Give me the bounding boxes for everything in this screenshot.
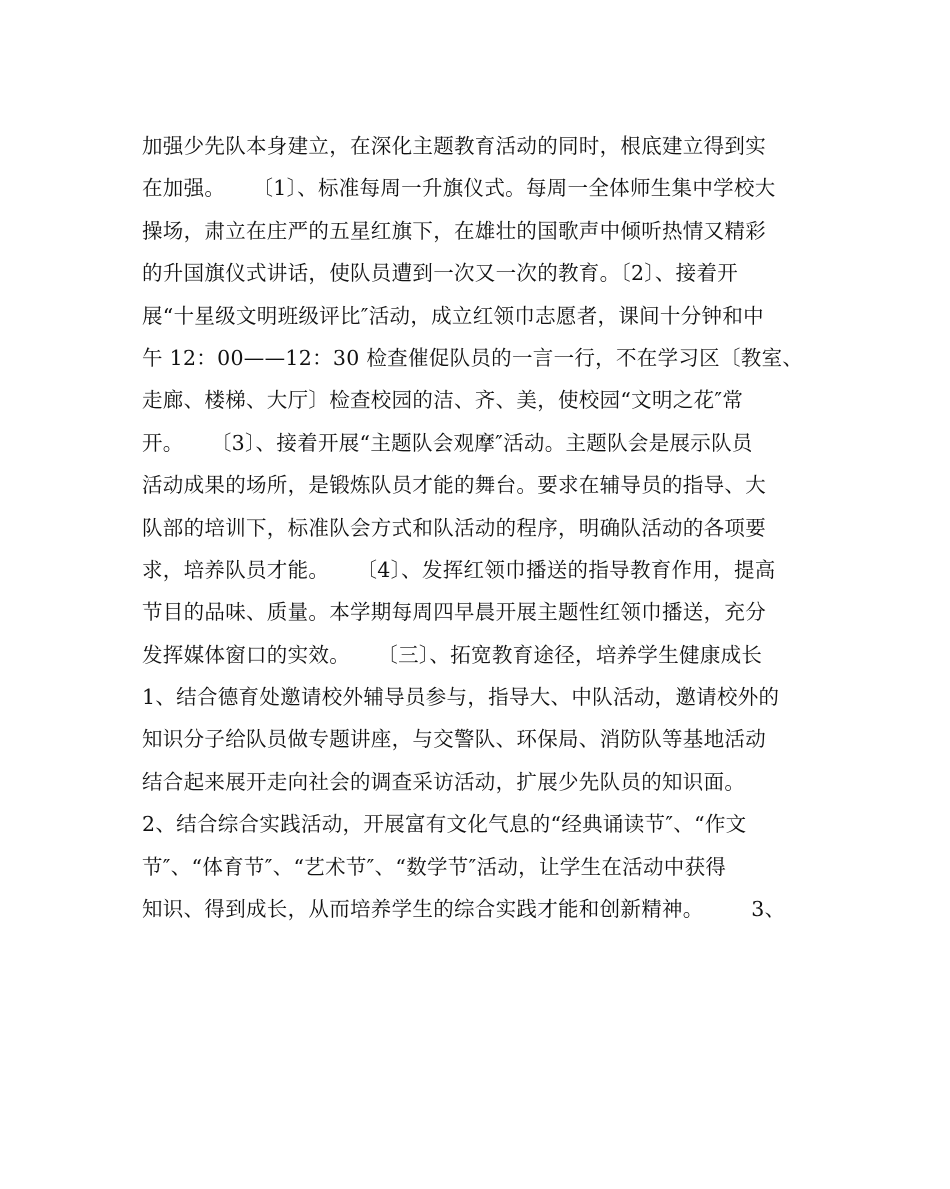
text-line: 走廊、楼梯、大厅〕检查校园的洁、齐、美，使校园“文明之花″常 <box>142 388 744 413</box>
text-line: 活动成果的场所，是锻炼队员才能的舞台。要求在辅导员的指导、大 <box>142 473 766 498</box>
text-line: 知识、得到成长，从而培养学生的综合实践才能和创新精神。 3、 <box>142 897 786 922</box>
text-line: 结合起来展开走向社会的调查采访活动，扩展少先队员的知识面。 <box>142 769 746 794</box>
text-line: 节目的品味、质量。本学期每周四早晨开展主题性红领巾播送，充分 <box>142 600 766 625</box>
text-line: 操场，肃立在庄严的五星红旗下，在雄壮的国歌声中倾听热情又精彩 <box>142 218 766 243</box>
text-line: 加强少先队本身建立，在深化主题教育活动的同时，根底建立得到实 <box>142 134 766 158</box>
text-line: 展“十星级文明班级评比″活动，成立红领巾志愿者，课间十分钟和中 <box>142 303 764 328</box>
text-line: 1、结合德育处邀请校外辅导员参与，指导大、中队活动，邀请校外的 <box>142 685 780 710</box>
text-line: 知识分子给队员做专题讲座，与交警队、环保局、消防队等基地活动 <box>142 727 766 752</box>
text-line: 午 12：00——12：30 检查催促队员的一言一行，不在学习区〔教室、 <box>142 345 804 370</box>
text-line: 在加强。 〔1〕、标准每周一升旗仪式。每周一全体师生集中学校大 <box>142 176 776 201</box>
text-line: 发挥媒体窗口的实效。 〔三〕、拓宽教育途径，培养学生健康成长 <box>142 642 763 667</box>
text-line: 队部的培训下，标准队会方式和队活动的程序，明确队活动的各项要 <box>142 515 766 540</box>
text-line: 2、结合综合实践活动，开展富有文化气息的“经典诵读节″、“作文 <box>142 812 747 837</box>
text-line: 求，培养队员才能。 〔4〕、发挥红领巾播送的指导教育作用，提高 <box>142 557 776 582</box>
body-text <box>142 125 812 930</box>
text-line: 开。 〔3〕、接着开展“主题队会观摩″活动。主题队会是展示队员 <box>142 430 753 455</box>
text-line: 的升国旗仪式讲话，使队员遭到一次又一次的教育。〔2〕、接着开 <box>142 261 739 286</box>
text-line: 节″、“体育节″、“艺术节″、“数学节″活动，让学生在活动中获得 <box>142 854 727 879</box>
